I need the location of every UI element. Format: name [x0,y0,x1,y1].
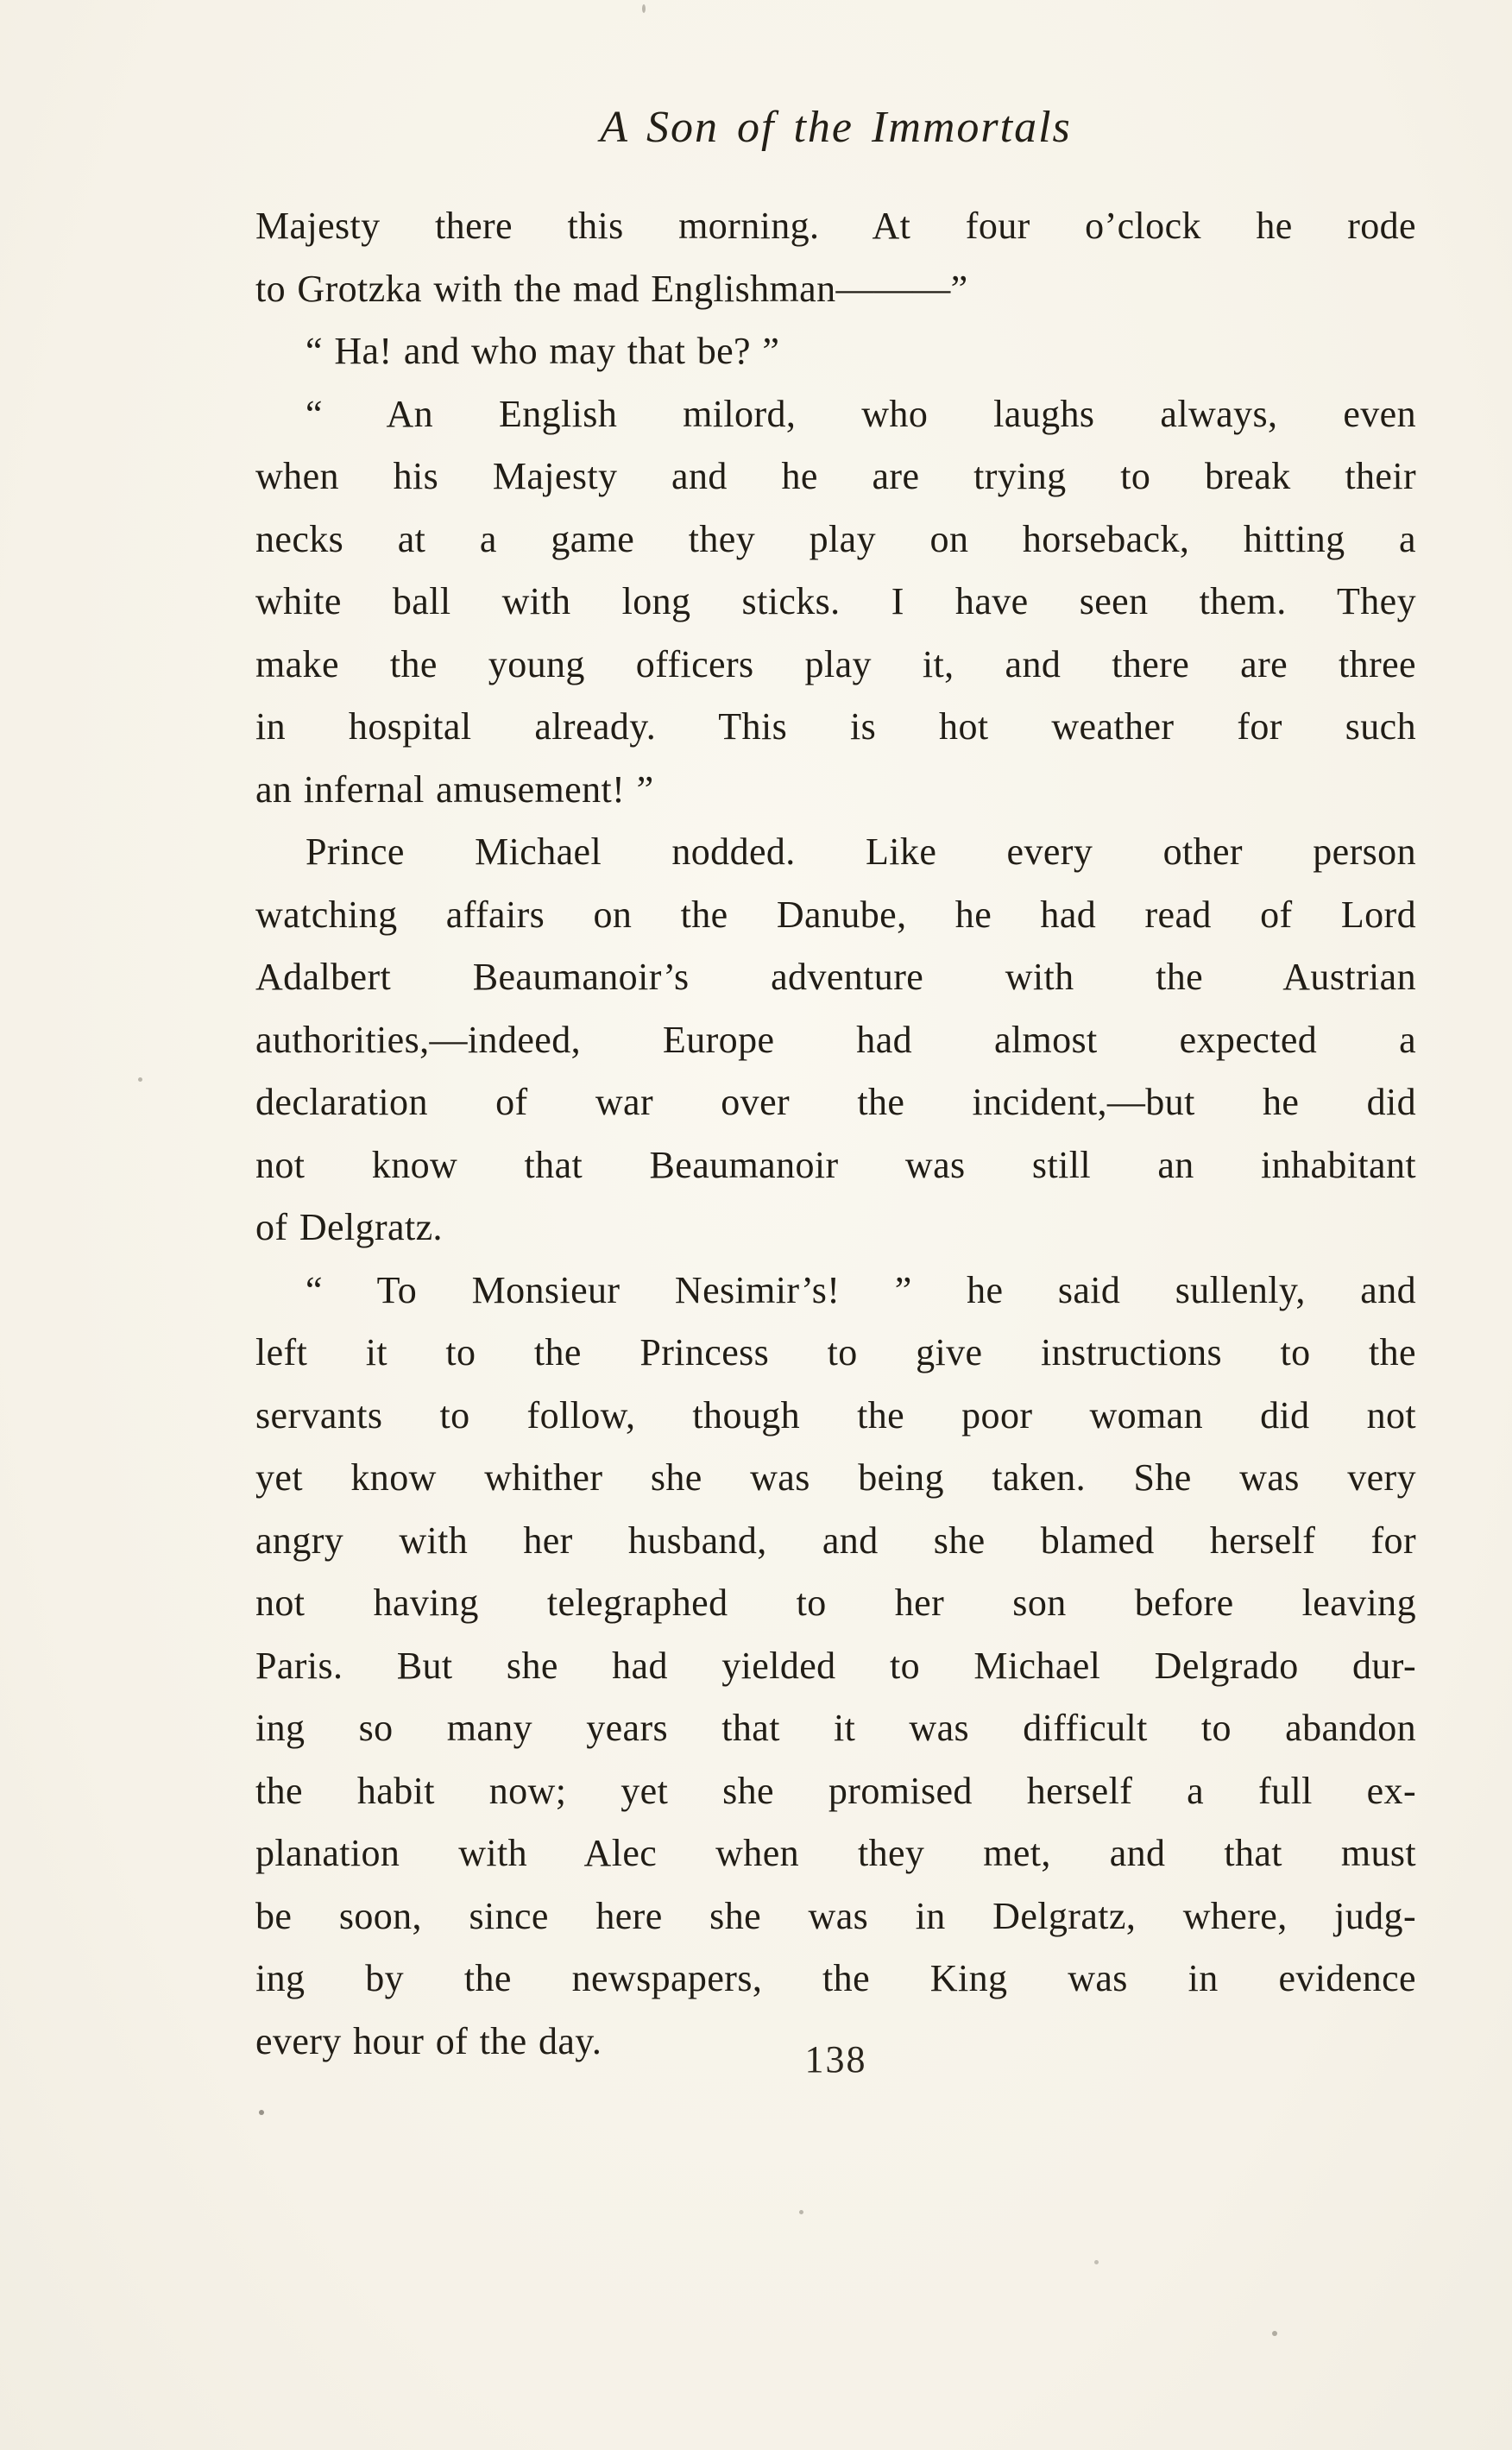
text-line: ing so many years that it was difficult to abandon [255,1707,1416,1749]
paragraph [255,195,1416,320]
text-line: when his Majesty and he are trying to break their [255,455,1416,497]
page-number: 138 [804,2038,867,2081]
text-line: to Grotzka with the mad Englishman———” [255,267,968,310]
text-line: Prince Michael nodded. Like every other person [306,830,1416,873]
text-line: not having telegraphed to her son before leaving [255,1582,1416,1624]
scan-speck [1094,2260,1099,2264]
scan-speck [259,2110,264,2115]
scan-speck [642,4,646,13]
text-line: “ An English milord, who laughs always, even [306,392,1416,435]
text-line: necks at a game they play on horseback, hitting a [255,517,1416,560]
running-header: A Son of the Immortals [600,103,1072,152]
paragraph [255,821,1416,1260]
paragraph [255,320,1416,383]
text-line: authorities,—indeed, Europe had almost expected a [255,1018,1416,1061]
text-line: angry with her husband, and she blamed herself for [255,1519,1416,1562]
text-line: white ball with long sticks. I have seen them. They [255,580,1416,622]
text-line: an infernal amusement! ” [255,767,654,811]
text-line: left it to the Princess to give instructions to the [255,1331,1416,1373]
paragraph [255,383,1416,822]
text-line: “ Ha! and who may that be? ” [306,330,780,372]
text-line: Adalbert Beaumanoir’s adventure with the Austrian [255,956,1416,998]
text-line: of Delgratz. [255,1206,443,1248]
text-line: servants to follow, though the poor woman did not [255,1393,1416,1437]
text-line: every hour of the day. [255,2019,602,2062]
page-body [255,195,1416,2073]
text-line: Majesty there this morning. At four o’clock he rode [255,205,1416,247]
text-line: yet know whither she was being taken. She was very [255,1456,1416,1499]
scan-speck [1272,2331,1277,2336]
text-line: Paris. But she had yielded to Michael Delgrado dur- [255,1644,1416,1687]
scan-speck [799,2210,803,2214]
text-line: not know that Beaumanoir was still an inhabitant [255,1143,1416,1186]
text-line: be soon, since here she was in Delgratz, where, judg- [255,1894,1416,1937]
text-line: the habit now; yet she promised herself a full ex- [255,1769,1416,1812]
scan-speck [138,1077,142,1082]
text-line: watching affairs on the Danube, he had read of Lord [255,893,1416,936]
text-line: “ To Monsieur Nesimir’s! ” he said sullenly, and [306,1268,1416,1311]
text-line: in hospital already. This is hot weather for such [255,705,1416,748]
text-line: declaration of war over the incident,—but he did [255,1081,1416,1123]
text-line: planation with Alec when they met, and that must [255,1832,1416,1874]
text-line: make the young officers play it, and there are three [255,642,1416,685]
paragraph [255,1260,1416,2074]
text-line: ing by the newspapers, the King was in evidence [255,1957,1416,1999]
